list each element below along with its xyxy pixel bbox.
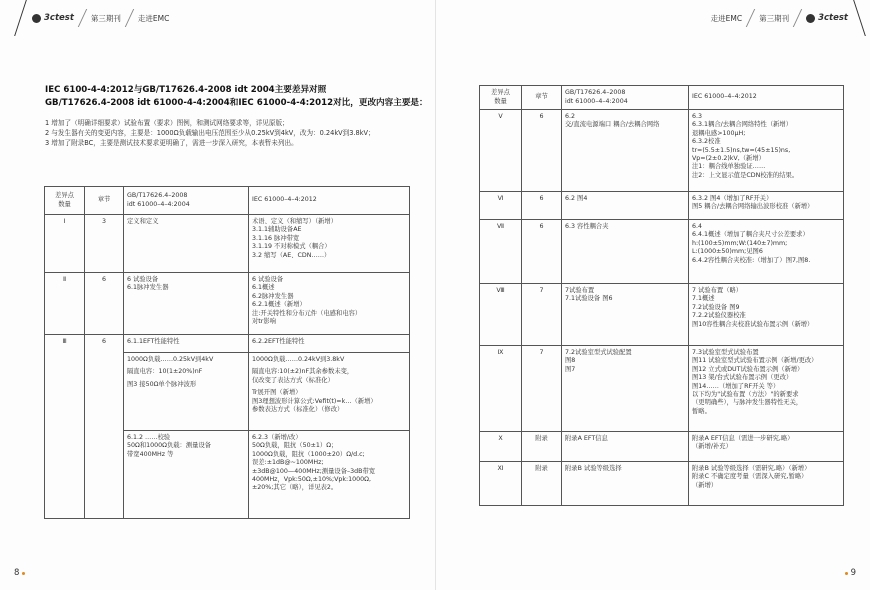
column-label: 走进EMC [137, 13, 170, 23]
gb-cell [562, 110, 689, 192]
header-separator [746, 9, 755, 27]
cell-line: 6.4 [692, 223, 703, 230]
cell-line: 6.1概述 [252, 284, 275, 292]
cell-line: 6.3 [692, 113, 703, 120]
header-diff-point: 差异点 数量 [480, 86, 522, 110]
cell-line: （更明确些），与脉冲发生器特性无关， [692, 399, 803, 407]
cell-line: 6.2.3（新增/改） [252, 434, 302, 441]
cell-line: 对tr影响 [252, 318, 276, 326]
cell-line: 图3 接50Ω单个脉冲波形 [127, 380, 197, 388]
cell-line: 图12 立式或DUT试验布置示例（新增） [692, 365, 804, 373]
iec-cell [249, 215, 410, 273]
cell-line: 1000Ω负载……0.24kV到3.8kV [252, 356, 345, 363]
cell-line: 6.1.2 ……校验 [127, 434, 171, 441]
page-dot-icon [22, 572, 25, 575]
iec-cell [689, 220, 844, 284]
iec-cell [689, 192, 844, 220]
cell-line: Tr展开图（新增） [252, 389, 302, 397]
cell-line: 50Ω负载，阻抗（50±1）Ω； [252, 442, 338, 450]
diff-point-cell: Ⅲ [45, 335, 85, 519]
logo-text: 3ctest [44, 13, 74, 23]
iec-cell [249, 353, 410, 431]
cell-line: 图10容性耦合夹校准试验布置示例（新增） [692, 320, 814, 328]
brand-logo [32, 13, 74, 23]
header-separator [793, 9, 802, 27]
iec-cell [249, 335, 410, 353]
table-row [480, 192, 844, 220]
table-row [480, 432, 844, 462]
cell-line: 3.1.1辅助设备AE [252, 226, 302, 234]
cell-line: 图3理想波形计算公式:Vefit(t)=k…（新增） [252, 397, 377, 405]
cell-line: 附录A EFT信息 [565, 435, 608, 442]
cell-line: 6.2.2EFT性能特性 [252, 338, 305, 345]
iec-cell [689, 462, 844, 506]
page-number-left [14, 568, 25, 578]
cell-line: 图13 架/台式试验布置示例（更改） [692, 374, 793, 382]
cell-line: 6.2脉冲发生器 [252, 292, 294, 300]
table-header-row [45, 187, 410, 215]
chapter-cell: 3 [85, 215, 124, 273]
diff-point-cell: Ⅵ [480, 192, 522, 220]
cell-line: 参数表达方式（标准化）（修改） [252, 406, 344, 414]
right-page [435, 0, 870, 590]
cell-line: 图7 [565, 365, 576, 373]
cell-line: 图14……（增加了RF开关 等） [692, 382, 780, 390]
cell-line: 6.3.1耦合/去耦合网络特性（新增） [692, 121, 793, 129]
cell-line: 附录B 试验等级选择 [565, 465, 622, 472]
diff-point-cell: Ⅺ [480, 462, 522, 506]
cell-line: 图8 [565, 357, 576, 365]
cell-line: 6.4.2容性耦合夹校准:（增加了）图7,图8. [692, 256, 811, 264]
diff-point-cell: Ⅴ [480, 110, 522, 192]
chapter-cell: 6 [85, 335, 124, 519]
cell-line: 6.3 容性耦合夹 [565, 223, 609, 230]
cell-line: 术语、定义（和缩写）（新增） [252, 218, 338, 225]
diff-point-cell: Ⅶ [480, 220, 522, 284]
cell-line: 仅改变了表达方式（标准化） [252, 376, 334, 384]
cell-line: 6.3.2校准 [692, 138, 721, 146]
table-row [45, 215, 410, 273]
cell-line: 退耦电感>100μH; [692, 129, 746, 137]
cell-line: 7.1概述 [692, 295, 715, 303]
chapter-cell: 6 [522, 110, 562, 192]
chapter-cell: 6 [522, 220, 562, 284]
cell-line: 7.2试验室型式试验配置 [565, 349, 632, 356]
left-header [32, 8, 169, 28]
header-gb: GB/T17626.4–2008 idt 61000–4–4:2004 [124, 187, 249, 215]
header-chapter: 章节 [85, 187, 124, 215]
header-iec: IEC 61000–4–4:2012 [249, 187, 410, 215]
cell-line: 带宽400MHz 等 [127, 450, 174, 458]
issue-label: 第三期刊 [90, 13, 121, 23]
table-row [45, 273, 410, 335]
cell-line: 7.2.2试验仪器校准 [692, 312, 746, 320]
cell-line: 7.2试验设备 图9 [692, 303, 740, 311]
gb-cell [562, 462, 689, 506]
cell-line: 400MHz，Vpk:50Ω,±10%;Vpk:1000Ω, [252, 476, 371, 484]
logo-mark-icon [806, 14, 815, 23]
cell-line: 注1：耦合线单独验证…… [692, 163, 766, 171]
cell-line: 附录A EFT信息（需进一步研究,略） [692, 435, 794, 442]
cell-line: 图5 耦合/去耦合网络输出波形校准（新增） [692, 203, 814, 211]
corner-slash [853, 0, 866, 36]
cell-line: 附录C 不确定度考量（需深入研究,暂略） [692, 473, 808, 481]
table-body [480, 110, 844, 506]
iec-cell [249, 431, 410, 519]
chapter-cell: 7 [522, 284, 562, 346]
gb-cell [124, 335, 249, 353]
gb-cell [124, 215, 249, 273]
chapter-cell: 附录 [522, 432, 562, 462]
header-chapter: 章节 [522, 86, 562, 110]
cell-line: ±20%;其它（略），详见表2。 [252, 484, 338, 492]
right-header [711, 8, 848, 28]
iec-cell [689, 432, 844, 462]
cell-line: （新增/补充） [692, 443, 732, 451]
header-separator [78, 9, 87, 27]
cell-line: Vp=(2±0.2)kV,（新增） [692, 155, 765, 163]
chapter-cell: 附录 [522, 462, 562, 506]
intro-item: 1 增加了（明确详细要求）试验布置（要求）图例，和测试网络要求等，详见原版； [45, 119, 289, 127]
diff-point-cell: Ⅸ [480, 346, 522, 432]
comparison-table [44, 186, 410, 519]
intro-item: 2 与发生器有关的变更内容，主要是：1000Ω负载输出电压范围至少从0.25kV到4kV，改为：0.24kV到3.8kV； [45, 129, 375, 137]
table-body [45, 215, 410, 519]
cell-line: 定义和定义 [127, 218, 159, 225]
intro-list [45, 118, 375, 148]
cell-line: 6.2 图4 [565, 195, 588, 202]
cell-line: 暂略。 [692, 407, 711, 415]
cell-line: 1000Ω负载，阻抗（1000±20）Ω/d.c; [252, 450, 365, 458]
gb-cell [124, 431, 249, 519]
table-row [45, 335, 410, 353]
cell-line: 6.1.1EFT性能特性 [127, 338, 180, 345]
title-line: IEC 6100-4-4:2012与GB/T17626.4-2008 idt 2004主要差异对照 [45, 85, 327, 95]
comparison-table [479, 85, 844, 506]
cell-line: 注2：上文显示值是CDN校准的结果。 [692, 171, 799, 179]
page-title [45, 84, 428, 110]
brand-logo [806, 13, 848, 23]
gb-cell [124, 273, 249, 335]
table-row [480, 462, 844, 506]
chapter-cell: 7 [522, 346, 562, 432]
cell-line: 6.1脉冲发生器 [127, 284, 169, 292]
iec-cell [689, 110, 844, 192]
cell-line: （新增） [692, 481, 718, 489]
title-line: GB/T17626.4-2008 idt 61000-4-4:2004和IEC 61000-4-4:2012对比，更改内容主要是： [45, 98, 428, 108]
header-separator [125, 9, 134, 27]
table-header-row [480, 86, 844, 110]
column-label: 走进EMC [710, 13, 743, 23]
header-gb: GB/T17626.4–2008 idt 61000–4–4:2004 [562, 86, 689, 110]
table-row [480, 284, 844, 346]
header-iec: IEC 61000–4–4:2012 [689, 86, 844, 110]
table-row [480, 220, 844, 284]
cell-line: h:(100±5)mm;W:(140±7)mm; [692, 239, 788, 247]
corner-slash [14, 0, 27, 36]
page-number: 8 [14, 568, 20, 578]
diff-point-cell: Ⅷ [480, 284, 522, 346]
gb-cell [562, 432, 689, 462]
gb-cell [562, 192, 689, 220]
header-diff-point: 差异点 数量 [45, 187, 85, 215]
issue-label: 第三期刊 [759, 13, 790, 23]
cell-line: 6.4.1概述（增加了耦合夹尺寸公差要求） [692, 231, 809, 239]
chapter-cell: 6 [85, 273, 124, 335]
cell-line: 7 试验布置（略） [692, 287, 743, 294]
page-number: 9 [850, 568, 856, 578]
cell-line: 图11 试验室型式试验布置示例（新增/更改） [692, 357, 818, 365]
iec-cell [249, 273, 410, 335]
cell-line: 3.2 缩写（AE、CDN……） [252, 251, 331, 259]
diff-point-cell: Ⅱ [45, 273, 85, 335]
cell-line: 隔直电容：10(1±20%)nF [127, 368, 203, 376]
gb-cell [124, 353, 249, 431]
logo-mark-icon [32, 14, 41, 23]
cell-line: 交/直流电源端口 耦合/去耦合网络 [565, 121, 660, 129]
logo-text: 3ctest [818, 13, 848, 23]
cell-line: L:(1000±50)mm;见图6 [692, 248, 763, 256]
table-row [480, 346, 844, 432]
cell-line: ±3dB@100—400MHz;测量设备–3dB带宽 [252, 467, 376, 475]
cell-line: 6 试验设备 [127, 276, 159, 283]
diff-point-cell: Ⅰ [45, 215, 85, 273]
gb-cell [562, 346, 689, 432]
diff-point-cell: Ⅹ [480, 432, 522, 462]
cell-line: 6.2.1概述（新增） [252, 301, 306, 309]
chapter-cell: 6 [522, 192, 562, 220]
cell-line: 3.1.19 不对称模式（耦合） [252, 243, 331, 251]
cell-line: 1000Ω负载……0.25kV到4kV [127, 356, 214, 363]
iec-cell [689, 346, 844, 432]
cell-line: 隔直电容:10(±2)nF其余参数未变， [252, 368, 354, 376]
cell-line: 3.1.16 脉冲带宽 [252, 234, 300, 242]
page-number-right [845, 568, 856, 578]
page-dot-icon [845, 572, 848, 575]
cell-line: 6.3.2 图4（增加了RF开关） [692, 195, 773, 202]
cell-line: 7试验布置 [565, 287, 595, 294]
cell-line: 6.2 [565, 113, 576, 120]
cell-line: tr=(5.5±1.5)ns,tw=(45±15)ns, [692, 146, 791, 154]
gb-cell [562, 284, 689, 346]
cell-line: 误差:±1dB@~100MHz; [252, 459, 324, 467]
intro-item: 3 增加了附录BC，主要是测试技术要求更明确了，需进一步深入研究，本表暂未列出。 [45, 139, 298, 147]
cell-line: 附录B 试验等级选择（需研究,略）（新增） [692, 465, 811, 472]
table-row [480, 110, 844, 192]
cell-line: 注:开关特性和分布元件（电感和电容） [252, 309, 362, 317]
cell-line: 50Ω和1000Ω负载：测量设备 [127, 442, 212, 450]
cell-line: 以下均为"试验布置（方法）"的新要求 [692, 391, 799, 399]
cell-line: 6 试验设备 [252, 276, 284, 283]
cell-line: 7.1试验设备 图6 [565, 295, 613, 303]
cell-line: 7.3试验室型式试验布置 [692, 349, 759, 356]
gb-cell [562, 220, 689, 284]
iec-cell [689, 284, 844, 346]
